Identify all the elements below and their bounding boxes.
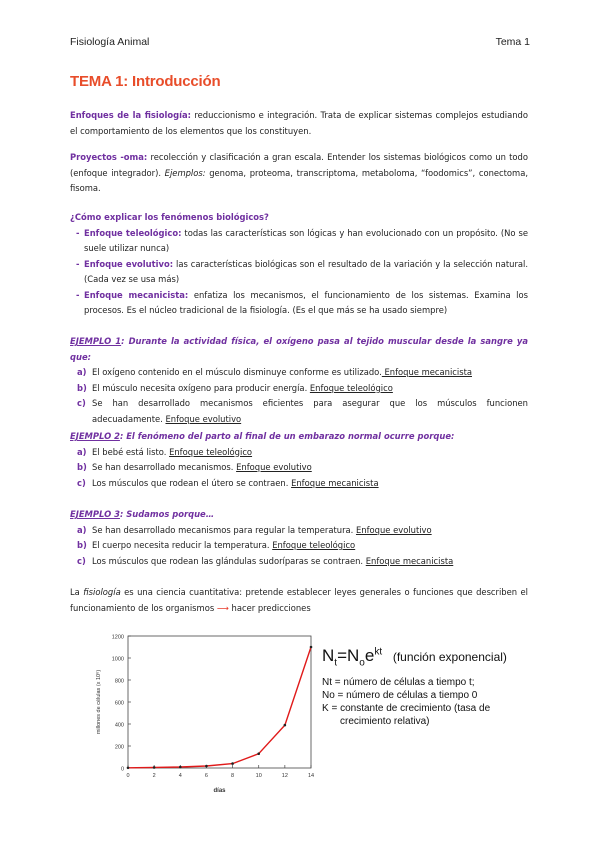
como-section [70,210,528,319]
list-item: - Enfoque teleológico: todas las características son lógicas y han evolucionado con un propósito. (No se suele utilizar nunca) [76,227,529,253]
data-point [310,646,313,649]
list-item: a) El oxígeno contenido en el músculo disminuye conforme es utilizado. Enfoque mecanicista [77,367,472,377]
y-tick-label: 800 [114,678,124,685]
y-tick-label: 600 [114,700,124,707]
x-tick-label: 14 [307,773,315,779]
ejemplo-2-title: : El fenómeno del parto al final de un embarazo normal ocurre porque: [119,431,455,441]
proyectos-label: Proyectos -oma: [70,152,148,162]
proyectos-ejemplos: Ejemplos: [164,167,206,178]
data-point [127,766,130,769]
list-item: c) Se han desarrollado mecanismos eficientes para asegurar que los músculos funcionen adecuadamente. Enfoque evolutivo [77,398,528,424]
x-tick-label: 10 [255,773,262,779]
y-tick-label: 1200 [111,634,124,641]
y-tick-label: 0 [120,766,124,773]
ejemplo-3 [70,507,528,569]
growth-chart [78,628,318,798]
data-point [179,766,182,769]
y-tick-label: 400 [114,722,124,729]
proyectos-paragraph [70,150,528,197]
header-topic: Tema 1 [495,36,530,48]
proyectos-text1: recolección y clasificación a gran escala. Entender los sistemas biológicos como un todo (enfoque integrador). [70,152,528,178]
header-subject: Fisiología Animal [70,36,150,48]
ejemplo-2-label: EJEMPLO 2 [70,431,120,441]
list-item: c) Los músculos que rodean el útero se contraen. Enfoque mecanicista [77,477,379,488]
ejemplo-3-label: EJEMPLO 3 [70,509,120,519]
equation-formula: $N_t=N_oe^{kt}$ (función exponencial) [322,646,507,669]
y-tick-label: 1000 [111,656,124,663]
x-tick-label: 4 [178,773,182,779]
list-item: - Enfoque mecanicista: enfatiza los mecanismos, el funcionamiento de los sistemas. Examina los procesos. Es el núcleo tradicional de la fisiología. (Es el que más se ha usado siempre) [76,289,528,315]
list-item: a) El bebé está listo. Enfoque teleológico [77,446,253,457]
ejemplo-1-label: EJEMPLO 1 [70,336,122,346]
arrow-right-icon: ⟶ [216,602,229,613]
enfoques-text: reduccionismo e integración. Trata de explicar sistemas complejos estudiando el comportamiento de los elementos que los constituyen. [70,110,528,136]
ejemplo-1 [70,334,528,427]
data-point [153,766,156,769]
x-tick-label: 8 [231,773,235,779]
series-line [128,647,311,768]
proyectos-text2: genoma, proteoma, transcriptoma, metaboloma, “foodomics”, conectoma, fisoma. [70,167,528,193]
como-question: ¿Cómo explicar los fenómenos biológicos? [70,212,269,222]
x-axis-label: días [213,788,226,794]
data-point [231,762,234,765]
data-point [284,724,287,727]
list-item: b) El músculo necesita oxígeno para producir energía. Enfoque teleológico [77,382,393,393]
fisiologia-paragraph: La fisiología es una ciencia cuantitativa: pretende establecer leyes generales o funciones que describen el funcionamiento de los organismos ⟶ hacer predicciones [70,587,529,613]
legend-line: No = número de células a tiempo 0 [322,690,478,701]
list-item: b) El cuerpo necesita reducir la temperatura. Enfoque teleológico [77,540,356,550]
equation-legend [322,676,490,728]
y-tick-label: 200 [114,744,124,751]
list-item: - Enfoque evolutivo: las características biológicas son el resultado de la variación y la selección natural. (Cada vez se usa más) [76,258,529,284]
page-title: TEMA 1: Introducción [70,73,221,90]
ejemplo-3-title: : Sudamos porque… [119,509,215,519]
x-tick-label: 0 [126,773,130,779]
list-item: b) Se han desarrollado mecanismos. Enfoque evolutivo [77,462,312,472]
list-item: a) Se han desarrollado mecanismos para regular la temperatura. Enfoque evolutivo [77,524,432,535]
page-header [70,36,530,48]
list-item: c) Los músculos que rodean las glándulas sudoríparas se contraen. Enfoque mecanicista [77,555,454,566]
ejemplo-2 [70,429,528,491]
x-tick-label: 2 [152,773,156,779]
enfoques-paragraph [70,108,528,139]
data-point [257,752,260,755]
x-tick-label: 6 [204,773,208,779]
equation-label: (función exponencial) [392,650,507,664]
x-tick-label: 12 [281,773,288,779]
legend-line: Nt = número de células a tiempo t; [322,677,475,688]
legend-line: K = constante de crecimiento (tasa de [322,703,491,714]
y-axis-label: millones de células (x 10⁶) [96,669,102,735]
legend-line: crecimiento relativa) [340,716,430,727]
ejemplo-1-title: : Durante la actividad física, el oxígeno pasa al tejido muscular desde la sangre ya que: [70,336,528,362]
enfoques-label: Enfoques de la fisiología: [70,110,192,120]
plot-frame [128,636,311,768]
data-point [205,765,208,768]
